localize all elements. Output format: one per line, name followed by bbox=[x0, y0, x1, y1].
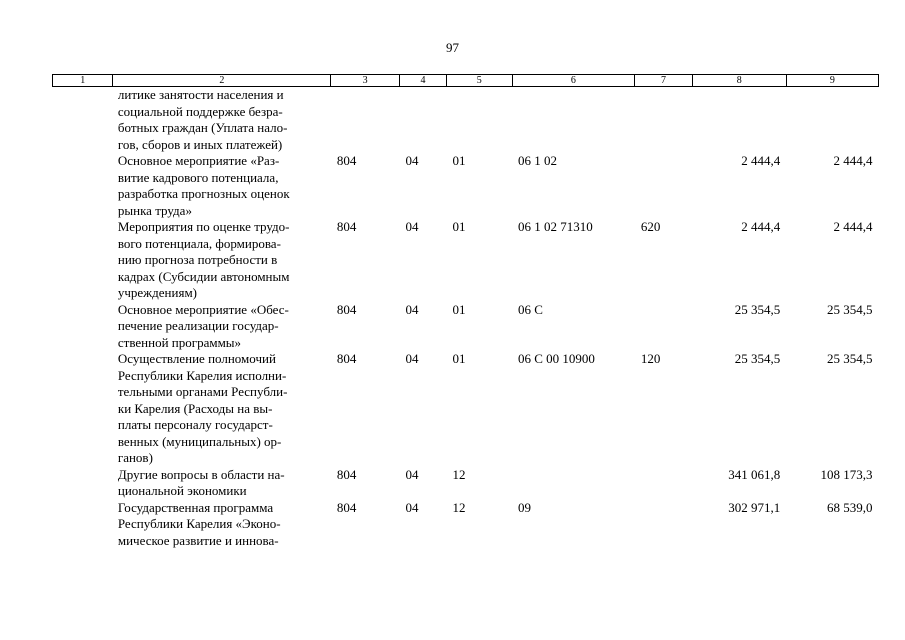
cell-amount-2: 2 444,4 bbox=[833, 219, 873, 234]
cell-expense-type: 620 bbox=[640, 219, 661, 234]
name-line: ки Карелия (Расходы на вы- bbox=[117, 400, 273, 416]
cell-amount-2: 25 354,5 bbox=[827, 301, 873, 317]
name-line: нию прогноза потребности в bbox=[117, 252, 278, 267]
cell-target-article bbox=[512, 467, 635, 500]
name-line: Мероприятия по оценке трудо- bbox=[117, 219, 290, 234]
cell-col-1 bbox=[53, 302, 113, 352]
name-line: социальной поддержке безра- bbox=[117, 103, 283, 119]
name-line: мическое развитие и иннова- bbox=[117, 532, 279, 548]
cell-section: 04 bbox=[405, 466, 419, 482]
cell-target-article: 06 С bbox=[518, 301, 543, 317]
name-line: тельными органами Республи- bbox=[117, 384, 288, 399]
column-header: 7 bbox=[635, 75, 692, 87]
cell-subsection: 01 bbox=[452, 219, 466, 234]
table-row bbox=[53, 219, 879, 302]
cell-chapter: 804 bbox=[336, 466, 357, 482]
table-row bbox=[53, 351, 879, 467]
cell-subsection: 12 bbox=[452, 499, 466, 515]
name-line: рынка труда» bbox=[117, 202, 192, 218]
column-header: 4 bbox=[399, 75, 446, 87]
table-row bbox=[53, 500, 879, 550]
cell-chapter: 804 bbox=[336, 351, 357, 366]
name-line: Другие вопросы в области на- bbox=[117, 466, 285, 482]
cell-target-article bbox=[512, 87, 635, 154]
cell-subsection: 12 bbox=[452, 466, 466, 482]
name-line: печение реализации государ- bbox=[117, 318, 279, 333]
name-line: венных (муниципальных) ор- bbox=[117, 433, 282, 449]
cell-subsection: 01 bbox=[452, 153, 466, 168]
cell-amount-2: 25 354,5 bbox=[827, 351, 873, 366]
cell-subsection: 01 bbox=[452, 301, 466, 317]
cell-name bbox=[113, 467, 331, 500]
cell-amount-1: 2 444,4 bbox=[741, 219, 781, 234]
cell-name bbox=[113, 351, 331, 467]
cell-amount-1: 341 061,8 bbox=[728, 466, 781, 482]
name-line: витие кадрового потенциала, bbox=[117, 169, 279, 185]
cell-section: 04 bbox=[405, 219, 419, 234]
column-header: 3 bbox=[331, 75, 400, 87]
table-row bbox=[53, 153, 879, 219]
table-row bbox=[53, 302, 879, 352]
cell-col-1 bbox=[53, 219, 113, 302]
name-line: Основное мероприятие «Раз- bbox=[117, 153, 280, 168]
name-line: Основное мероприятие «Обес- bbox=[117, 301, 289, 317]
cell-chapter: 804 bbox=[336, 219, 357, 234]
cell-amount-1: 25 354,5 bbox=[734, 351, 781, 366]
cell-expense-type bbox=[635, 153, 692, 219]
cell-target-article: 06 1 02 71310 bbox=[518, 219, 593, 234]
cell-amount-1: 25 354,5 bbox=[734, 301, 781, 317]
cell-expense-type bbox=[635, 302, 692, 352]
budget-table bbox=[52, 74, 879, 549]
cell-name bbox=[113, 87, 331, 154]
name-line: гов, сборов и иных платежей) bbox=[117, 136, 283, 152]
table-row bbox=[53, 467, 879, 500]
cell-amount-2: 108 173,3 bbox=[820, 466, 873, 482]
cell-expense-type: 120 bbox=[640, 351, 661, 366]
cell-expense-type bbox=[635, 467, 692, 500]
column-header: 6 bbox=[512, 75, 635, 87]
cell-chapter: 804 bbox=[336, 499, 357, 515]
name-line: разработка прогнозных оценок bbox=[117, 186, 290, 201]
column-header: 2 bbox=[113, 75, 331, 87]
cell-amount-2: 2 444,4 bbox=[833, 153, 873, 168]
cell-amount-1: 2 444,4 bbox=[741, 153, 781, 168]
name-line: ственной программы» bbox=[117, 334, 242, 350]
cell-section: 04 bbox=[405, 301, 419, 317]
cell-col-1 bbox=[53, 87, 113, 154]
column-header: 1 bbox=[53, 75, 113, 87]
cell-subsection bbox=[447, 87, 513, 154]
cell-col-1 bbox=[53, 351, 113, 467]
table-row bbox=[53, 87, 879, 154]
column-header: 5 bbox=[447, 75, 513, 87]
name-line: вого потенциала, формирова- bbox=[117, 235, 281, 251]
cell-target-article: 09 bbox=[518, 499, 532, 515]
cell-amount-1 bbox=[692, 87, 786, 154]
cell-name bbox=[113, 219, 331, 302]
cell-subsection: 01 bbox=[452, 351, 466, 366]
page-number: 97 bbox=[446, 40, 459, 55]
cell-target-article: 06 1 02 bbox=[518, 153, 558, 168]
cell-section: 04 bbox=[405, 351, 419, 366]
cell-section: 04 bbox=[405, 499, 419, 515]
cell-amount-2: 68 539,0 bbox=[827, 499, 873, 515]
name-line: Республики Карелия исполни- bbox=[117, 367, 287, 383]
name-line: ганов) bbox=[117, 450, 153, 465]
cell-expense-type bbox=[635, 500, 692, 550]
cell-chapter: 804 bbox=[336, 153, 357, 168]
cell-name bbox=[113, 500, 331, 550]
table-header-row bbox=[53, 75, 879, 87]
cell-name bbox=[113, 153, 331, 219]
cell-col-1 bbox=[53, 500, 113, 550]
name-line: платы персоналу государст- bbox=[117, 417, 273, 432]
cell-col-1 bbox=[53, 467, 113, 500]
name-line: циональной экономики bbox=[117, 483, 247, 498]
table-body bbox=[53, 87, 879, 550]
name-line: Осуществление полномочий bbox=[117, 351, 276, 366]
name-line: Республики Карелия «Эконо- bbox=[117, 516, 281, 531]
cell-section: 04 bbox=[405, 153, 419, 168]
cell-amount-2 bbox=[786, 87, 878, 154]
name-line: кадрах (Субсидии автономным bbox=[117, 268, 290, 284]
cell-section bbox=[399, 87, 446, 154]
column-header: 9 bbox=[786, 75, 878, 87]
column-header: 8 bbox=[692, 75, 786, 87]
cell-chapter: 804 bbox=[336, 301, 357, 317]
name-line: ботных граждан (Уплата нало- bbox=[117, 120, 288, 135]
cell-amount-1: 302 971,1 bbox=[728, 499, 781, 515]
name-line: литике занятости населения и bbox=[117, 87, 284, 102]
cell-name bbox=[113, 302, 331, 352]
name-line: Государственная программа bbox=[117, 499, 274, 515]
name-line: учреждениям) bbox=[117, 285, 197, 300]
cell-col-1 bbox=[53, 153, 113, 219]
cell-target-article: 06 С 00 10900 bbox=[518, 351, 595, 366]
cell-expense-type bbox=[635, 87, 692, 154]
cell-chapter bbox=[331, 87, 400, 154]
